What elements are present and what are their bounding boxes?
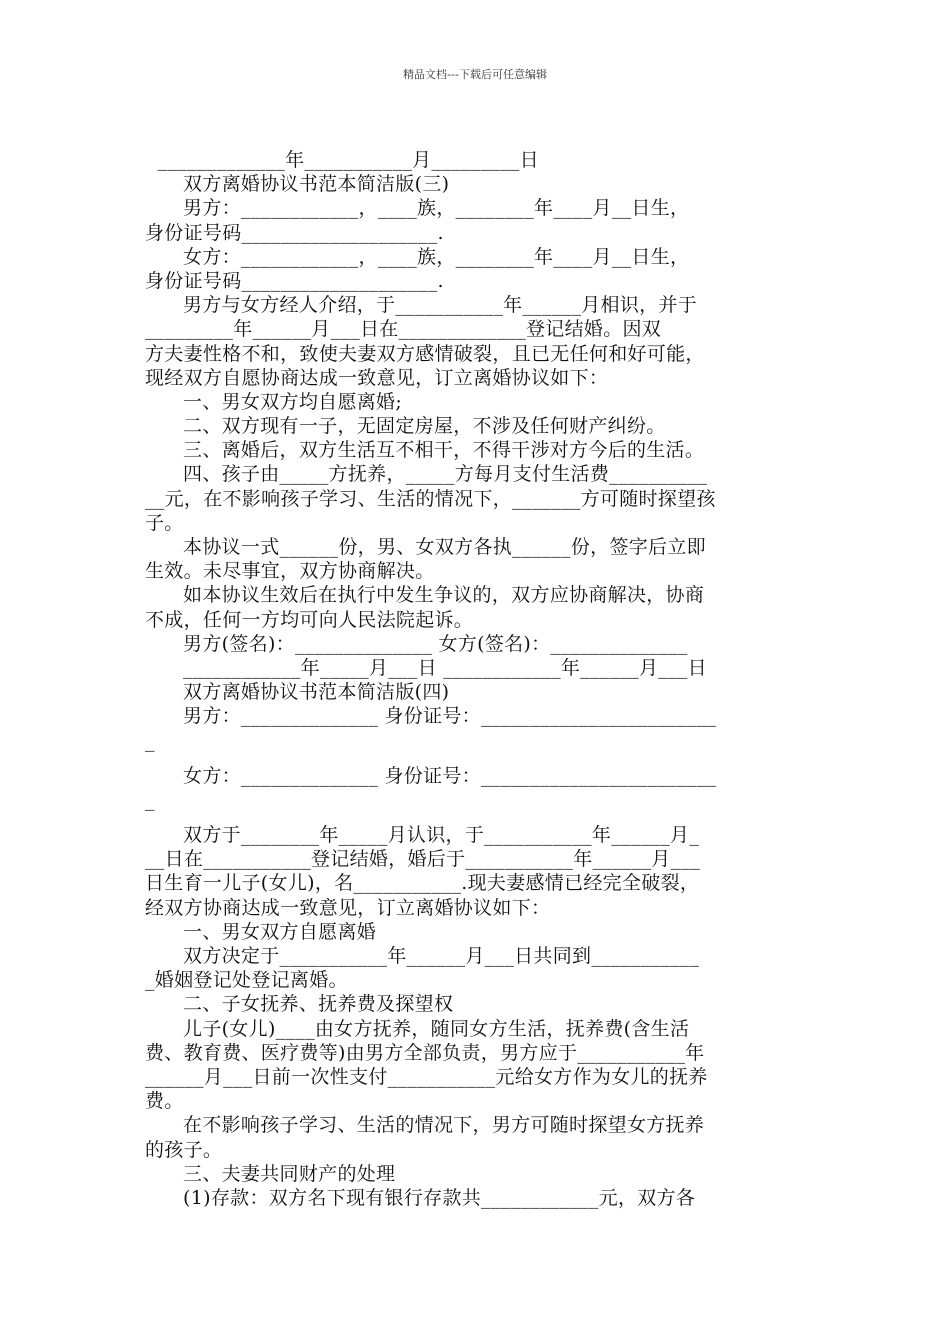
document-line: 不成，任何一方均可向人民法院起诉。 <box>145 608 474 631</box>
document-line: 双方离婚协议书范本简洁版(三) <box>145 173 450 196</box>
document-line: _ <box>145 788 155 811</box>
document-body <box>145 148 810 1210</box>
document-line: 四、孩子由_____方抚养，_____方每月支付生活费__________ <box>145 463 708 486</box>
document-line <box>145 753 810 764</box>
document-line: 儿子(女儿)____由女方抚养，随同女方生活，抚养费(含生活 <box>145 1017 690 1040</box>
document-line <box>145 812 810 823</box>
document-line: 男方与女方经人介绍，于___________年______月相识，并于 <box>145 294 698 317</box>
document-line: _____________年___________月_________日 <box>145 149 539 171</box>
document-line: 子。 <box>145 511 184 534</box>
document-line: 三、离婚后，双方生活互不相干，不得干涉对方今后的生活。 <box>145 439 705 462</box>
document-line: 男方：______________ 身份证号：________________________ <box>145 705 717 728</box>
document-line: 在不影响孩子学习、生活的情况下，男方可随时探望女方抚养 <box>145 1114 705 1137</box>
document-line: 一、男女双方均自愿离婚; <box>145 390 403 413</box>
document-line: __日在___________登记结婚，婚后于___________年______月___ <box>145 848 701 871</box>
document-line: 二、双方现有一子，无固定房屋，不涉及任何财产纠纷。 <box>145 415 666 438</box>
document-line: 男方(签名)：______________ 女方(签名)：______________ <box>145 632 688 655</box>
document-line: ______月___日前一次性支付___________元给女方作为女儿的抚养 <box>145 1065 708 1088</box>
document-line: 男方：____________，____族，________年____月__日生， <box>145 197 690 220</box>
document-line: _________年______月___日在_____________登记结婚。因双 <box>145 318 662 341</box>
document-line: __元，在不影响孩子学习、生活的情况下，_______方可随时探望孩 <box>145 487 716 510</box>
document-line: 女方：______________ 身份证号：________________________ <box>145 764 717 787</box>
document-line: 身份证号码____________________. <box>145 269 444 292</box>
document-line: ____________年_____月___日 ____________年______月___日 <box>145 656 707 679</box>
document-line: 女方：____________，____族，________年____月__日生， <box>145 245 690 268</box>
document-line: _ <box>145 729 155 752</box>
document-line: 方夫妻性格不和，致使夫妻双方感情破裂，且已无任何和好可能， <box>145 342 705 365</box>
document-line: 日生育一儿子(女儿)，名___________.现夫妻感情已经完全破裂， <box>145 872 700 895</box>
document-line: _婚姻登记处登记离婚。 <box>145 969 348 992</box>
document-line: 现经双方自愿协商达成一致意见，订立离婚协议如下： <box>145 366 609 389</box>
document-line: 费。 <box>145 1090 184 1113</box>
document-line: 一、男女双方自愿离婚 <box>145 920 377 943</box>
document-line: 如本协议生效后在执行中发生争议的，双方应协商解决，协商 <box>145 584 705 607</box>
document-line: 身份证号码____________________. <box>145 221 444 244</box>
document-line: 双方于________年_____月认识，于___________年______月_ <box>145 824 700 847</box>
document-line: 经双方协商达成一致意见，订立离婚协议如下： <box>145 896 551 919</box>
document-line: (1)存款：双方名下现有银行存款共____________元，双方各 <box>145 1186 696 1209</box>
document-line: 二、子女抚养、抚养费及探望权 <box>145 993 454 1016</box>
document-line: 三、夫妻共同财产的处理 <box>145 1162 396 1185</box>
document-line: 费、教育费、医疗费等)由男方全部负责，男方应于___________年 <box>145 1041 705 1064</box>
page-header: 精品文档---下载后可任意编辑 <box>403 68 547 81</box>
document-line: 本协议一式______份，男、女双方各执______份，签字后立即 <box>145 536 706 558</box>
document-line: 生效。未尽事宜，双方协商解决。 <box>145 560 435 583</box>
document-line: 的孩子。 <box>145 1138 223 1161</box>
document-line: 双方决定于___________年______月___日共同到___________ <box>145 945 700 967</box>
document-line: 双方离婚协议书范本简洁版(四) <box>145 681 450 704</box>
